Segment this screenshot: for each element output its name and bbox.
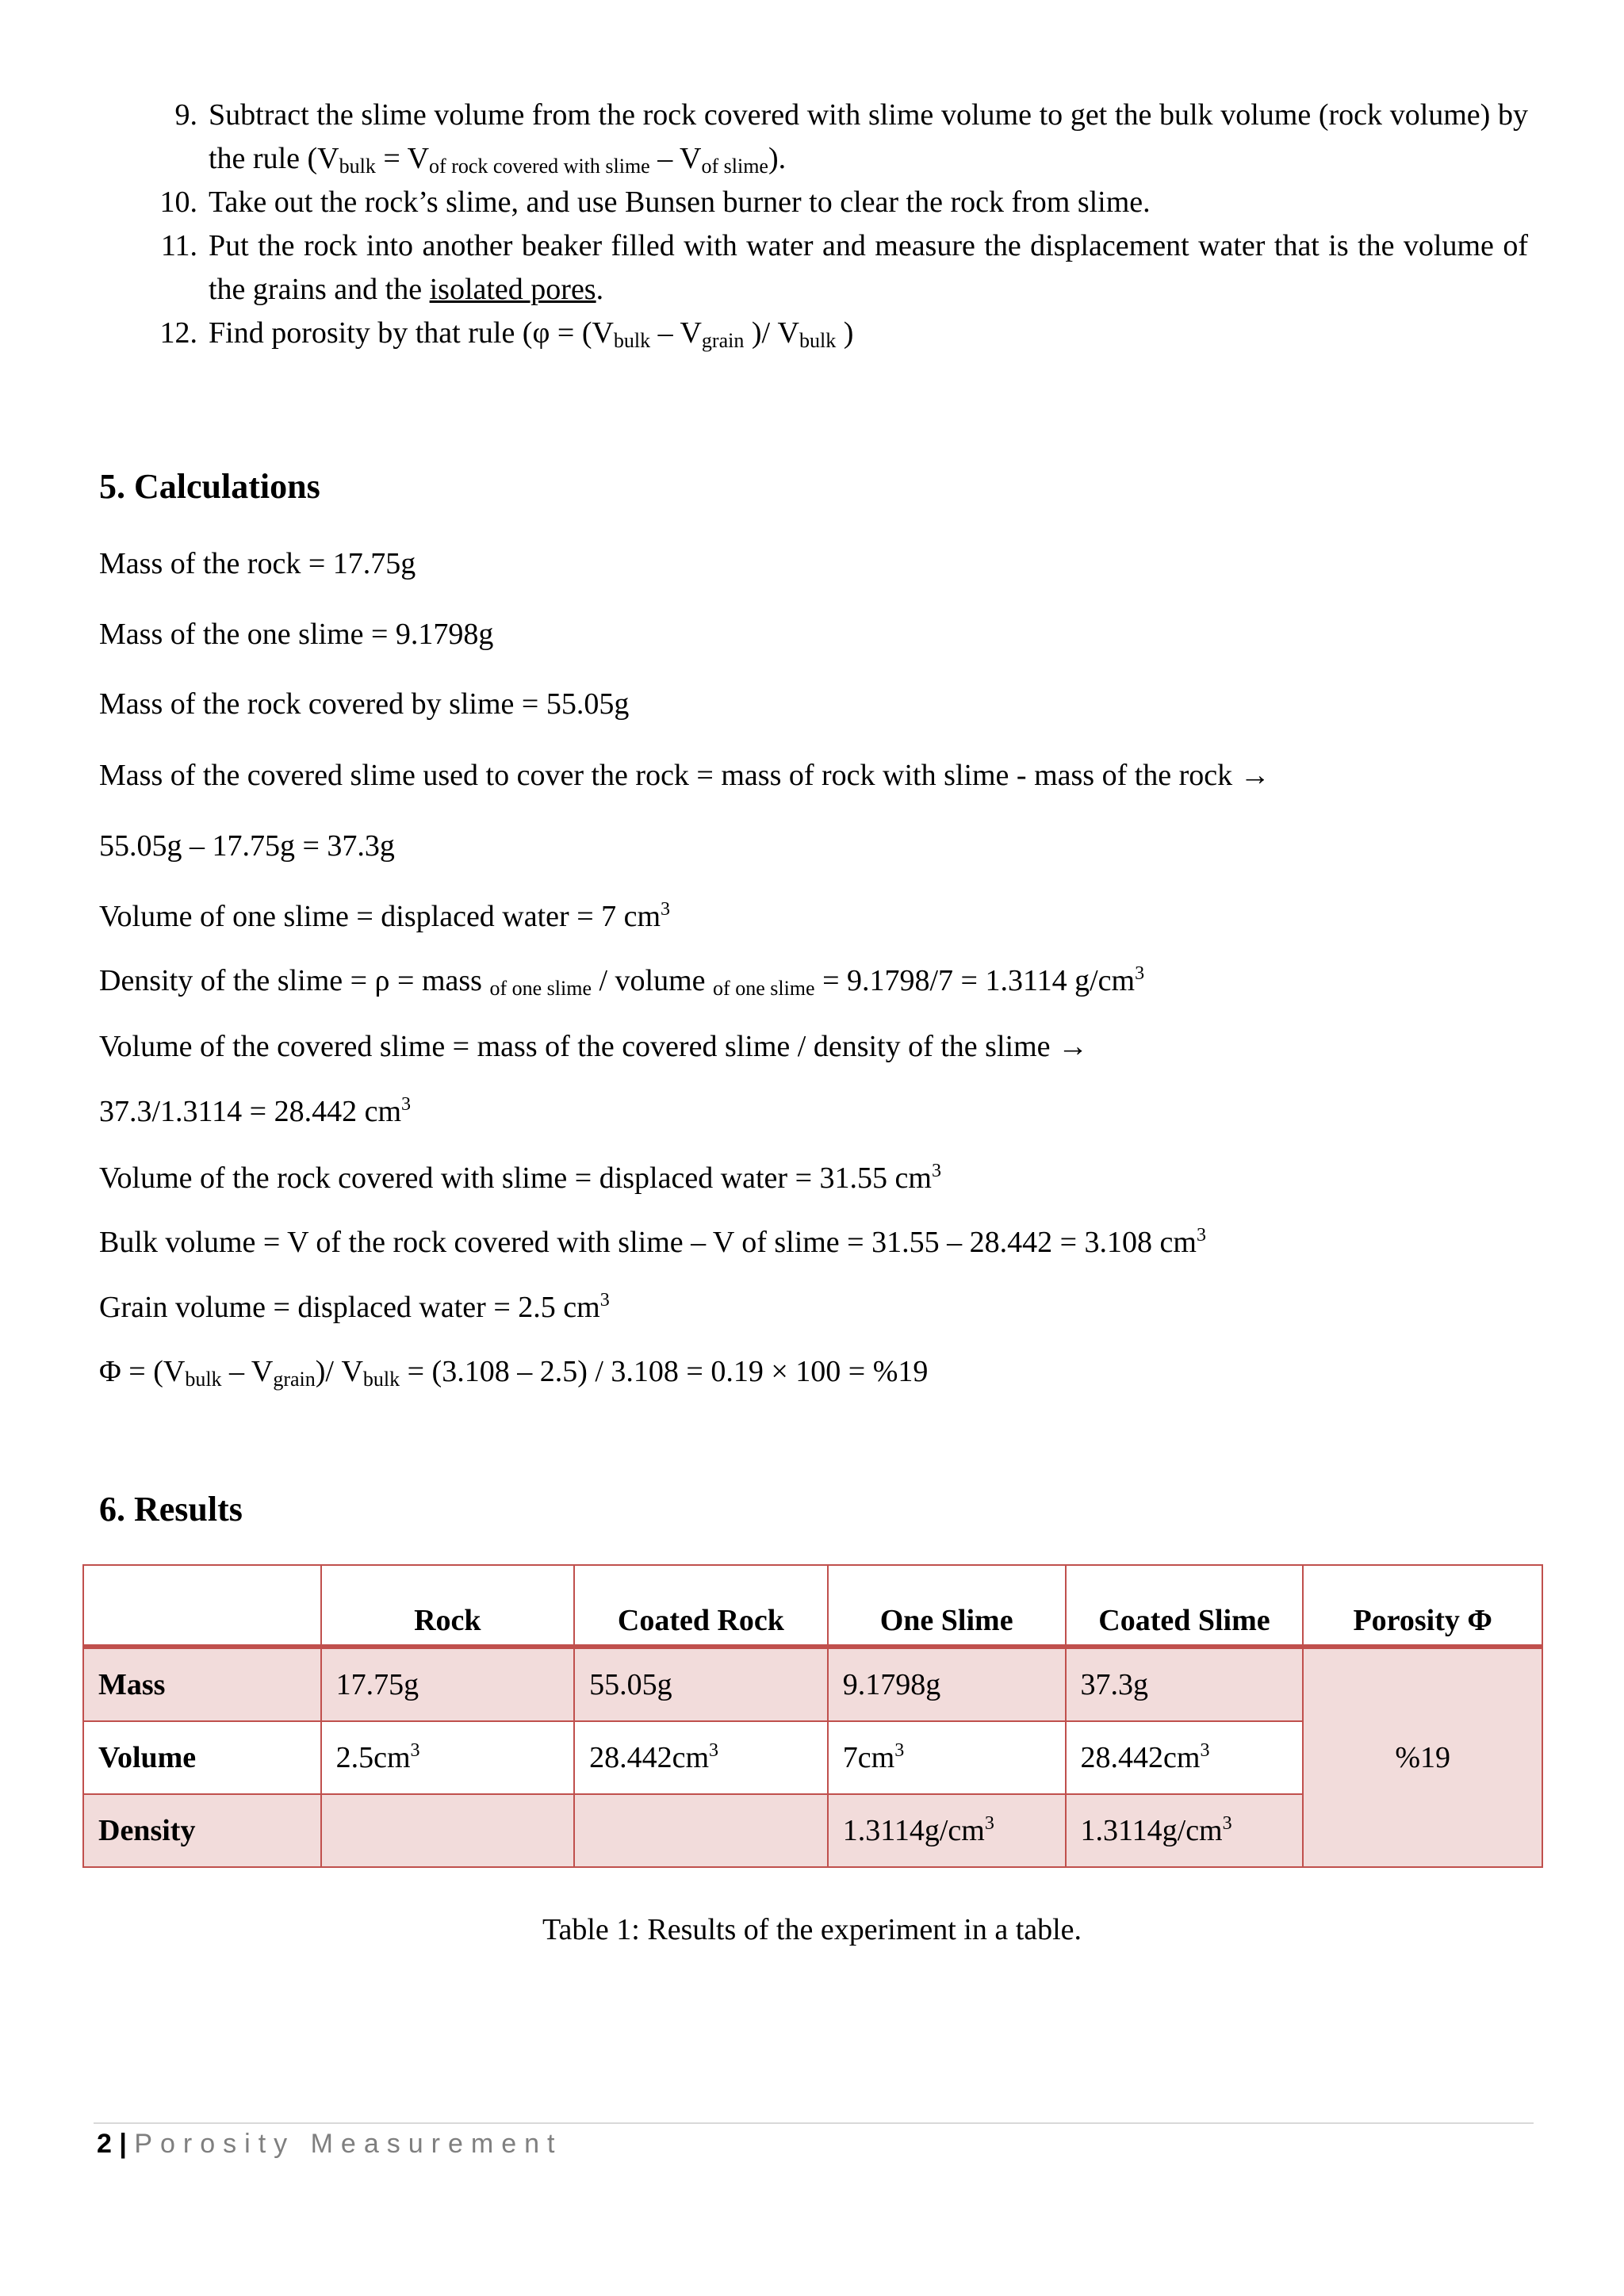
cell-value: 1.3114g/cm — [842, 1814, 985, 1847]
superscript: 3 — [401, 1094, 412, 1115]
subscript: bulk — [185, 1368, 222, 1391]
table-cell: 17.75g — [321, 1647, 575, 1721]
superscript: 3 — [599, 1290, 610, 1311]
procedure-list — [139, 94, 1528, 355]
step-number: 11. — [160, 229, 197, 262]
superscript: 3 — [1200, 1740, 1210, 1761]
calc-text: Volume of one slime = displaced water = 7 cm — [99, 900, 661, 933]
table-cell — [574, 1721, 828, 1794]
step-text-part: )/ V — [744, 316, 799, 350]
superscript: 3 — [1196, 1225, 1206, 1246]
page-footer — [97, 2129, 562, 2160]
subscript: bulk — [362, 1368, 400, 1391]
calc-line: Mass of the one slime = 9.1798g — [99, 618, 494, 651]
calc-text: )/ V — [315, 1355, 363, 1388]
subscript: bulk — [613, 329, 651, 352]
subscript: grain — [273, 1368, 316, 1391]
calc-line — [99, 1093, 411, 1130]
superscript: 3 — [661, 899, 671, 920]
footer-separator: | — [119, 2129, 127, 2159]
calc-line: 55.05g – 17.75g = 37.3g — [99, 829, 395, 863]
calc-line — [99, 1160, 941, 1196]
table-cell: 37.3g — [1066, 1647, 1304, 1721]
table-cell — [321, 1794, 575, 1867]
table-header-cell — [83, 1565, 321, 1647]
calc-text: = (3.108 – 2.5) / 3.108 = 0.19 × 100 = %19 — [400, 1355, 929, 1388]
step-text — [209, 224, 1528, 312]
subscript: bulk — [339, 155, 376, 178]
section-heading-results: 6. Results — [99, 1490, 243, 1529]
step-text-part: – V — [650, 316, 702, 350]
calc-text: 37.3/1.3114 = 28.442 cm — [99, 1095, 402, 1128]
subscript: grain — [701, 329, 745, 352]
step-text-part: Subtract the slime volume from the rock covered with slime volume to get the bulk volume (rock volume) by the rule (V — [209, 98, 1528, 175]
cell-value: 1.3114g/cm — [1080, 1814, 1223, 1847]
calc-line — [99, 962, 1144, 999]
calc-text: / volume — [591, 964, 714, 997]
calc-text: Density of the slime = ρ = mass — [99, 964, 490, 997]
superscript: 3 — [1222, 1813, 1232, 1834]
step-text — [209, 94, 1528, 181]
calc-line — [99, 898, 670, 935]
calc-line — [99, 1353, 928, 1390]
step-10 — [139, 181, 1528, 224]
table-cell — [321, 1721, 575, 1794]
superscript: 3 — [931, 1161, 941, 1181]
calc-line: Mass of the rock = 17.75g — [99, 547, 416, 580]
step-11 — [139, 224, 1528, 312]
footer-title: Porosity Measurement — [134, 2129, 563, 2159]
calc-text: = 9.1798/7 = 1.3114 g/cm — [814, 964, 1136, 997]
step-text-part: ). — [768, 142, 787, 175]
table-header-cell: Coated Rock — [574, 1565, 828, 1647]
subscript: bulk — [799, 329, 837, 352]
section-heading-calculations: 5. Calculations — [99, 467, 320, 506]
step-text: Take out the rock’s slime, and use Bunsen burner to clear the rock from slime. — [209, 186, 1151, 219]
subscript: of slime — [701, 155, 768, 178]
calc-text: – V — [221, 1355, 274, 1388]
step-text — [209, 312, 1528, 355]
table-cell — [828, 1721, 1066, 1794]
step-number: 10. — [159, 186, 197, 219]
cell-value: 28.442cm — [589, 1741, 710, 1774]
calc-text: Volume of the rock covered with slime = displaced water = 31.55 cm — [99, 1161, 932, 1195]
step-text-part: Put the rock into another beaker filled with water and measure the displacement water that is the volume of the grains and the — [209, 229, 1528, 306]
table-header-cell: Coated Slime — [1066, 1565, 1304, 1647]
cell-value: 7cm — [842, 1741, 895, 1774]
table-cell — [1066, 1794, 1304, 1867]
superscript: 3 — [410, 1740, 420, 1761]
table-cell — [828, 1794, 1066, 1867]
page-number: 2 — [97, 2129, 112, 2159]
subscript: of one slime — [489, 977, 592, 1000]
calc-line: Volume of the covered slime = mass of the covered slime / density of the slime → — [99, 1030, 1089, 1063]
step-text-part: – V — [649, 142, 702, 175]
table-header-cell: Rock — [321, 1565, 575, 1647]
calc-line — [99, 1224, 1206, 1261]
underlined-term: isolated pores — [429, 273, 596, 306]
superscript: 3 — [709, 1740, 719, 1761]
footer-divider — [94, 2122, 1534, 2124]
calc-line: Mass of the rock covered by slime = 55.05g — [99, 687, 630, 721]
calc-text: Bulk volume = V of the rock covered with slime – V of slime = 31.55 – 28.442 = 3.108 cm — [99, 1226, 1197, 1259]
step-text-part: = V — [375, 142, 430, 175]
calc-line: Mass of the covered slime used to cover the rock = mass of rock with slime - mass of the rock → — [99, 759, 1270, 792]
subscript: of one slime — [713, 977, 815, 1000]
superscript: 3 — [894, 1740, 905, 1761]
step-9 — [139, 94, 1528, 181]
calc-line — [99, 1289, 610, 1326]
table-header-row — [83, 1565, 1542, 1647]
superscript: 3 — [1135, 963, 1145, 984]
step-12 — [139, 312, 1528, 355]
step-text-part: Find porosity by that rule (φ = (V — [209, 316, 614, 350]
results-table — [82, 1564, 1543, 1868]
table-caption: Table 1: Results of the experiment in a table. — [542, 1913, 1082, 1946]
step-text-part: . — [596, 273, 604, 306]
cell-value: 2.5cm — [335, 1741, 411, 1774]
table-cell — [1066, 1721, 1304, 1794]
table-cell — [574, 1794, 828, 1867]
table-header-cell: One Slime — [828, 1565, 1066, 1647]
subscript: of rock covered with slime — [429, 155, 650, 178]
table-header-cell: Porosity Φ — [1303, 1565, 1542, 1647]
step-number: 9. — [174, 98, 197, 132]
row-label: Mass — [83, 1647, 321, 1721]
step-text-part: ) — [836, 316, 854, 350]
porosity-cell: %19 — [1303, 1647, 1542, 1867]
table-cell: 9.1798g — [828, 1647, 1066, 1721]
table-row — [83, 1647, 1542, 1721]
row-label: Volume — [83, 1721, 321, 1794]
cell-value: 28.442cm — [1080, 1741, 1201, 1774]
row-label: Density — [83, 1794, 321, 1867]
calc-text: Grain volume = displaced water = 2.5 cm — [99, 1291, 600, 1324]
table-cell: 55.05g — [574, 1647, 828, 1721]
calc-text: Φ = (V — [99, 1355, 186, 1388]
step-number: 12. — [159, 316, 197, 350]
superscript: 3 — [984, 1813, 994, 1834]
